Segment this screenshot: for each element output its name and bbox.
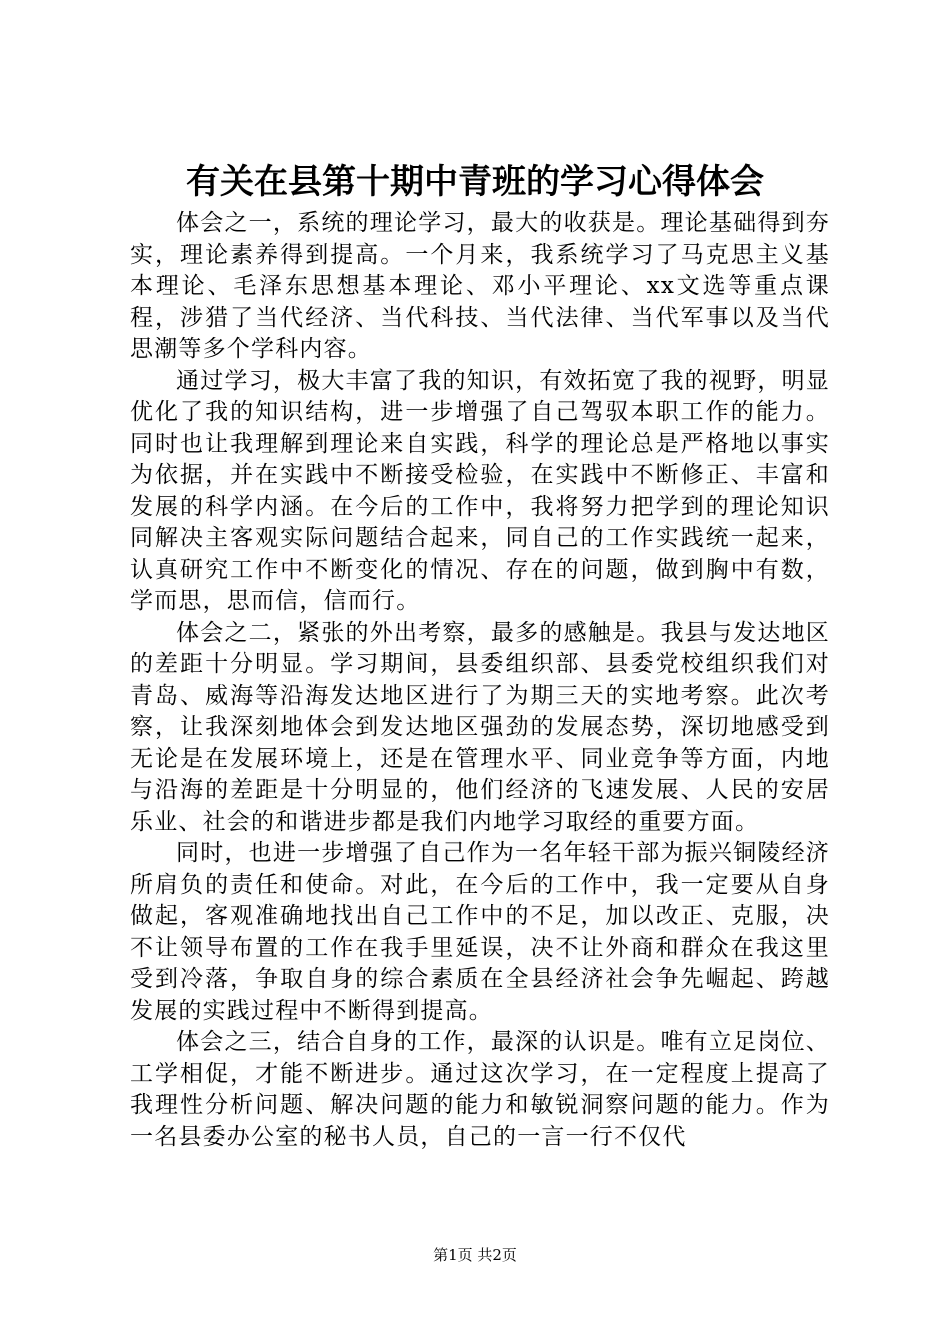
- paragraph-4: 同时，也进一步增强了自己作为一名年轻干部为振兴铜陵经济所肩负的责任和使命。对此，在今后的工作中，我一定要从自身做起，客观准确地找出自己工作中的不足，加以改正、克服，决不让领导布置的工作在我手里延误，决不让外商和群众在我这里受到冷落，争取自身的综合素质在全县经济社会争先崛起、跨越发展的实践过程中不断得到提高。: [130, 840, 830, 1024]
- paragraph-1: 体会之一，系统的理论学习，最大的收获是。理论基础得到夯实，理论素养得到提高。一个月来，我系统学习了马克思主义基本理论、毛泽东思想基本理论、邓小平理论、xx文选等重点课程，涉猎了当代经济、当代科技、当代法律、当代军事以及当代思潮等多个学科内容。: [130, 210, 830, 362]
- page-footer: 第1页 共2页: [433, 1246, 517, 1264]
- document-body: [130, 208, 830, 1184]
- paragraph-5: 体会之三，结合自身的工作，最深的认识是。唯有立足岗位、工学相促，才能不断进步。通过这次学习，在一定程度上提高了我理性分析问题、解决问题的能力和敏锐洞察问题的能力。作为一名县委办公室的秘书人员，自己的一言一行不仅代: [130, 1029, 830, 1150]
- paragraph-2: 通过学习，极大丰富了我的知识，有效拓宽了我的视野，明显优化了我的知识结构，进一步增强了自己驾驭本职工作的能力。同时也让我理解到理论来自实践，科学的理论总是严格地以事实为依据，并在实践中不断接受检验，在实践中不断修正、丰富和发展的科学内涵。在今后的工作中，我将努力把学到的理论知识同解决主客观实际问题结合起来，同自己的工作实践统一起来，认真研究工作中不断变化的情况、存在的问题，做到胸中有数，学而思，思而信，信而行。: [130, 367, 830, 614]
- document-title: 有关在县第十期中青班的学习心得体会: [186, 162, 764, 202]
- paragraph-3: 体会之二，紧张的外出考察，最多的感触是。我县与发达地区的差距十分明显。学习期间，县委组织部、县委党校组织我们对青岛、威海等沿海发达地区进行了为期三天的实地考察。此次考察，让我深刻地体会到发达地区强劲的发展态势，深切地感受到无论是在发展环境上，还是在管理水平、同业竞争等方面，内地与沿海的差距是十分明显的，他们经济的飞速发展、人民的安居乐业、社会的和谐进步都是我们内地学习取经的重要方面。: [130, 619, 830, 835]
